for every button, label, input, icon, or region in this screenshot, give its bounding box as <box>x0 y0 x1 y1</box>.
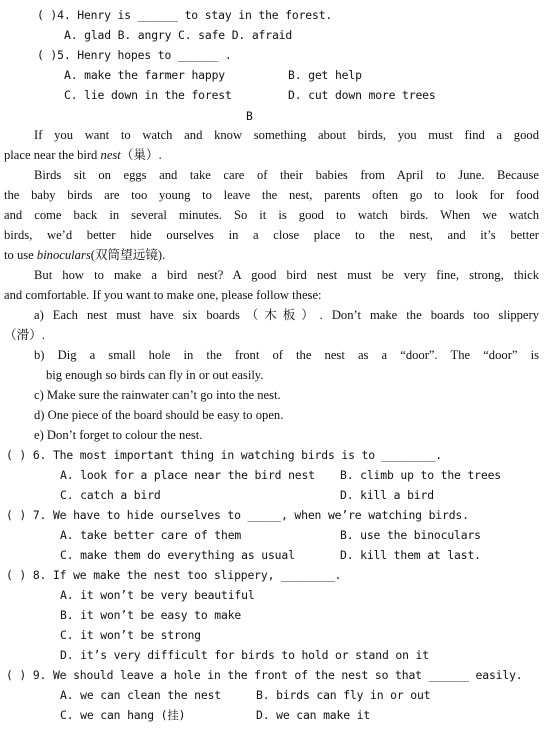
passage-line: place near the bird nest（巢）. <box>4 148 162 162</box>
passage-line: and comfortable. If you want to make one, please follow these: <box>4 288 322 302</box>
question-5-option-c: C. lie down in the forest <box>64 88 232 102</box>
question-6-option-d: D. kill a bird <box>340 488 434 502</box>
passage-line: to use binoculars(双筒望远镜). <box>4 248 166 262</box>
term-binoculars: binoculars <box>36 248 91 262</box>
rule-a: a) Each nest must have six boards（木板）. Don’t make the boards too slippery <box>34 308 539 322</box>
question-8-option-a: A. it won’t be very beautiful <box>60 588 255 602</box>
passage-line: But how to make a bird nest? A good bird nest must be very fine, strong, thick <box>34 268 539 282</box>
question-7-option-a: A. take better care of them <box>60 528 242 542</box>
section-heading: B <box>246 109 253 123</box>
passage-line: birds, we’d better hide ourselves in a close place to the nest, and it’s better <box>4 228 539 242</box>
question-8-option-d: D. it’s very difficult for birds to hold or stand on it <box>60 648 429 662</box>
question-5-option-b: B. get help <box>288 68 362 82</box>
passage-line: Birds sit on eggs and take care of their babies from April to June. Because <box>34 168 539 182</box>
question-6-option-b: B. climb up to the trees <box>340 468 501 482</box>
question-9-option-a: A. we can clean the nest <box>60 688 221 702</box>
term-nest: nest <box>100 148 121 162</box>
question-9-option-c: C. we can hang (挂) <box>60 708 186 722</box>
rule-e: e) Don’t forget to colour the nest. <box>34 428 203 442</box>
rule-a-continued: （滑）. <box>4 328 45 342</box>
question-6-stem: ( ) 6. The most important thing in watching birds is to ________. <box>6 448 443 462</box>
question-8-option-c: C. it won’t be strong <box>60 628 201 642</box>
rule-b: b) Dig a small hole in the front of the nest as a “door”. The “door” is <box>34 348 539 362</box>
question-7-option-c: C. make them do everything as usual <box>60 548 295 562</box>
question-8-stem: ( ) 8. If we make the nest too slippery, ________. <box>6 568 342 582</box>
question-8-option-b: B. it won’t be easy to make <box>60 608 242 622</box>
question-7-option-d: D. kill them at last. <box>340 548 481 562</box>
question-6-option-c: C. catch a bird <box>60 488 161 502</box>
question-7-option-b: B. use the binoculars <box>340 528 481 542</box>
passage-line: and come back in several minutes. So it is good to watch birds. When we watch <box>4 208 539 222</box>
question-9-stem: ( ) 9. We should leave a hole in the front of the nest so that ______ easily. <box>6 668 523 682</box>
question-5-stem: ( )5. Henry hopes to ______ . <box>37 48 232 62</box>
passage-line: If you want to watch and know something about birds, you must find a good <box>34 128 539 142</box>
question-4-options: A. glad B. angry C. safe D. afraid <box>64 28 293 42</box>
rule-d: d) One piece of the board should be easy to open. <box>34 408 284 422</box>
question-6-option-a: A. look for a place near the bird nest <box>60 468 315 482</box>
question-9-option-b: B. birds can fly in or out <box>256 688 431 702</box>
rule-b-continued: big enough so birds can fly in or out easily. <box>46 368 264 382</box>
question-7-stem: ( ) 7. We have to hide ourselves to _____, when we’re watching birds. <box>6 508 469 522</box>
question-9-option-d: D. we can make it <box>256 708 371 722</box>
question-4-stem: ( )4. Henry is ______ to stay in the forest. <box>37 8 333 22</box>
passage-line: the baby birds are too young to leave the nest, parents often go to look for food <box>4 188 539 202</box>
rule-c: c) Make sure the rainwater can’t go into the nest. <box>34 388 281 402</box>
question-5-option-a: A. make the farmer happy <box>64 68 225 82</box>
question-5-option-d: D. cut down more trees <box>288 88 436 102</box>
